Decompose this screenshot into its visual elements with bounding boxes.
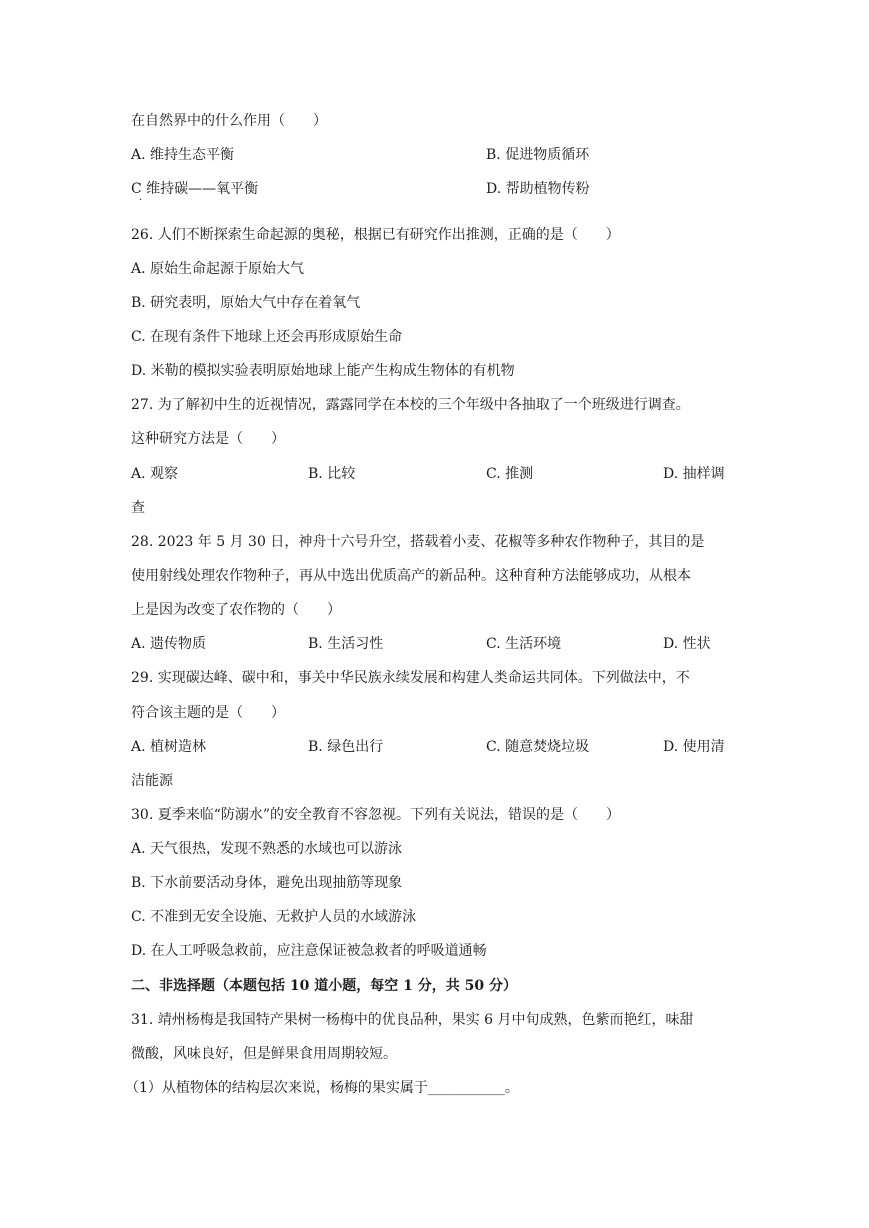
q30-option-d: D. 在人工呼吸急救前，应注意保证被急救者的呼吸道通畅 [131, 943, 487, 959]
q28-option-d: D. 性状 [663, 636, 711, 652]
stray-dot-mark: · [139, 195, 143, 206]
question-25-continuation: 在自然界中的什么作用（ ） [131, 113, 327, 129]
question-31-line-2: 微酸，风味良好，但是鲜果食用周期较短。 [131, 1046, 397, 1062]
question-31-subquestion-1: （1）从植物体的结构层次来说，杨梅的果实属于___________。 [125, 1080, 519, 1096]
q28-option-c: C. 生活环境 [486, 636, 562, 652]
q30-option-b: B. 下水前要活动身体，避免出现抽筋等现象 [131, 875, 403, 891]
question-30: 30. 夏季来临“防溺水”的安全教育不容忽视。下列有关说法，错误的是（ ） [131, 807, 621, 823]
q25-option-c: C 维持碳——氧平衡 [131, 181, 259, 197]
question-27-line-1: 27. 为了解初中生的近视情况，露露同学在本校的三个年级中各抽取了一个班级进行调查。 [131, 397, 690, 413]
q27-option-b: B. 比较 [308, 466, 356, 482]
q29-option-a: A. 植树造林 [131, 739, 207, 755]
question-29-line-1: 29. 实现碳达峰、碳中和，事关中华民族永续发展和构建人类命运共同体。下列做法中，不 [131, 670, 690, 686]
q30-option-c: C. 不准到无安全设施、无救护人员的水域游泳 [131, 909, 417, 925]
q29-option-c: C. 随意焚烧垃圾 [486, 739, 590, 755]
q25-option-d: D. 帮助植物传粉 [486, 181, 590, 197]
q28-option-b: B. 生活习性 [308, 636, 384, 652]
question-28-line-1: 28. 2023 年 5 月 30 日，神舟十六号升空，搭载着小麦、花椒等多种农作物种子，其目的是 [131, 534, 705, 550]
q26-option-b: B. 研究表明，原始大气中存在着氧气 [131, 295, 361, 311]
q25-option-b: B. 促进物质循环 [486, 147, 590, 163]
section-2-heading: 二、非选择题（本题包括 10 道小题，每空 1 分，共 50 分） [131, 978, 517, 994]
question-31-line-1: 31. 靖州杨梅是我国特产果树一杨梅中的优良品种，果实 6 月中旬成熟，色紫而艳红，味甜 [131, 1012, 694, 1028]
q27-option-d-continuation: 查 [131, 500, 145, 516]
q29-option-d-continuation: 洁能源 [131, 773, 173, 789]
q26-option-d: D. 米勒的模拟实验表明原始地球上能产生构成生物体的有机物 [131, 363, 515, 379]
q26-option-a: A. 原始生命起源于原始大气 [131, 261, 305, 277]
q26-option-c: C. 在现有条件下地球上还会再形成原始生命 [131, 329, 403, 345]
q27-option-a: A. 观察 [131, 466, 179, 482]
question-29-line-2: 符合该主题的是（ ） [131, 705, 285, 721]
q27-option-d: D. 抽样调 [663, 466, 725, 482]
question-27-line-2: 这种研究方法是（ ） [131, 431, 285, 447]
question-26: 26. 人们不断探索生命起源的奥秘，根据已有研究作出推测，正确的是（ ） [131, 227, 620, 243]
q25-option-a: A. 维持生态平衡 [131, 147, 235, 163]
question-28-line-3: 上是因为改变了农作物的（ ） [131, 602, 341, 618]
q29-option-d: D. 使用清 [663, 739, 725, 755]
q29-option-b: B. 绿色出行 [308, 739, 384, 755]
q30-option-a: A. 天气很热，发现不熟悉的水域也可以游泳 [131, 841, 403, 857]
question-28-line-2: 使用射线处理农作物种子，再从中选出优质高产的新品种。这种育种方法能够成功，从根本 [131, 568, 691, 584]
q27-option-c: C. 推测 [486, 466, 534, 482]
q28-option-a: A. 遗传物质 [131, 636, 207, 652]
